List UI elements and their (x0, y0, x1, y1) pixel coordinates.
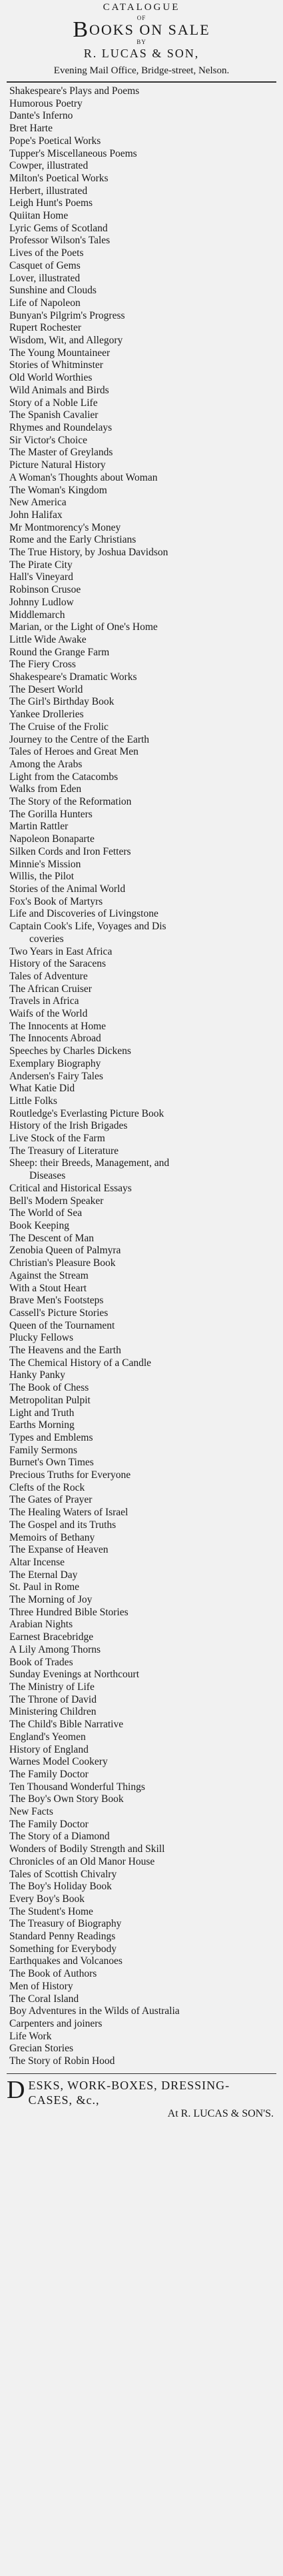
book-title: Men of History (9, 1980, 73, 1992)
book-title: Metropolitan Pulpit (9, 1394, 91, 1406)
book-title: Lyric Gems of Scotland (9, 222, 108, 234)
catalogue-title: CATALOGUE (103, 2, 180, 13)
book-title: Family Sermons (9, 1444, 78, 1456)
book-title: Tales of Adventure (9, 970, 88, 982)
book-title: Pope's Poetical Works (9, 135, 101, 147)
book-title: Life and Discoveries of Livingstone (9, 908, 158, 920)
book-title: Little Folks (9, 1095, 57, 1107)
book-title: The Descent of Man (9, 1232, 94, 1244)
of-label: OF (137, 15, 146, 21)
book-title: Bunyan's Pilgrim's Progress (9, 309, 125, 321)
book-title: Against the Stream (9, 1269, 89, 1281)
book-title: The Chemical History of a Candle (9, 1357, 152, 1369)
book-title: The World of Sea (9, 1207, 83, 1219)
book-title: Milton's Poetical Works (9, 172, 109, 184)
book-title: Round the Grange Farm (9, 646, 110, 658)
book-title: Wild Animals and Birds (9, 384, 109, 396)
book-title: Brave Men's Footsteps (9, 1295, 104, 1307)
book-title: Earnest Bracebridge (9, 1631, 94, 1643)
book-title: The Healing Waters of Israel (9, 1507, 129, 1519)
book-title: Little Wide Awake (9, 633, 87, 645)
book-title: The Girl's Birthday Book (9, 696, 115, 708)
book-title: New Facts (9, 1806, 53, 1818)
book-title: Book Keeping (9, 1219, 69, 1231)
book-title: Andersen's Fairy Tales (9, 1070, 103, 1082)
book-title: The African Cruiser (9, 983, 92, 995)
catalogue-header (0, 1, 283, 77)
book-title: The Desert World (9, 683, 83, 695)
book-title: The Treasury of Biography (9, 1918, 122, 1930)
book-title: History of the Saracens (9, 958, 107, 970)
book-title: Three Hundred Bible Stories (9, 1606, 129, 1618)
book-title: The Book of Chess (9, 1382, 89, 1394)
advert-initial: D (7, 2075, 26, 2104)
book-title: History of England (9, 1743, 89, 1755)
book-title: Picture Natural History (9, 459, 106, 471)
book-title: The Coral Island (9, 1993, 79, 2005)
book-title: Professor Wilson's Tales (9, 235, 111, 247)
book-title: Napoleon Bonaparte (9, 833, 95, 845)
book-title: The Innocents at Home (9, 1020, 107, 1032)
book-title: The Treasury of Literature (9, 1145, 119, 1157)
book-title: Waifs of the World (9, 1008, 88, 1020)
book-title: The Story of Robin Hood (9, 2055, 115, 2067)
book-title: Zenobia Queen of Palmyra (9, 1245, 121, 1257)
book-title: St. Paul in Rome (9, 1581, 80, 1593)
book-title: New America (9, 497, 67, 509)
book-title: The Gorilla Hunters (9, 808, 93, 820)
book-title: The Expanse of Heaven (9, 1544, 109, 1556)
advert-line-2: CASES, &c., (28, 2093, 100, 2107)
book-title: The Eternal Day (9, 1569, 78, 1581)
book-title: Willis, the Pilot (9, 871, 75, 883)
book-title: The Book of Authors (9, 1968, 97, 1980)
book-title: Earths Morning (9, 1419, 75, 1431)
book-title: John Halifax (9, 509, 63, 521)
book-title: Plucky Fellows (9, 1332, 74, 1344)
book-title: The Student's Home (9, 1905, 93, 1917)
book-title: Cassell's Picture Stories (9, 1307, 109, 1319)
book-title: Clefts of the Rock (9, 1481, 85, 1493)
book-title: Story of a Noble Life (9, 397, 98, 409)
book-title: Bret Harte (9, 123, 53, 135)
book-title: What Katie Did (9, 1083, 75, 1095)
book-title: Lives of the Poets (9, 247, 84, 259)
book-title: Carpenters and joiners (9, 2017, 103, 2029)
book-title: Altar Incense (9, 1556, 65, 1568)
book-title: The Child's Bible Narrative (9, 1719, 124, 1731)
book-title: Boy Adventures in the Wilds of Australia (9, 2005, 180, 2017)
book-title: Humorous Poetry (9, 97, 83, 109)
book-title: With a Stout Heart (9, 1282, 87, 1294)
book-title: Among the Arabs (9, 758, 83, 770)
book-title: Hanky Panky (9, 1369, 65, 1381)
book-title: The Young Mountaineer (9, 347, 111, 359)
book-title: Martin Rattler (9, 821, 69, 833)
book-title: Sunshine and Clouds (9, 285, 97, 297)
book-title: Travels in Africa (9, 995, 79, 1007)
book-title: Robinson Crusoe (9, 584, 81, 596)
book-title: Types and Emblems (9, 1431, 93, 1443)
book-title: Quiitan Home (9, 210, 69, 222)
book-title: The True History, by Joshua Davidson (9, 547, 168, 559)
books-initial: B (73, 17, 89, 42)
book-title: Sir Victor's Choice (9, 434, 87, 446)
book-title: The Family Doctor (9, 1768, 89, 1780)
book-title: Live Stock of the Farm (9, 1133, 105, 1145)
book-title: The Heavens and the Earth (9, 1345, 121, 1357)
book-title: The Throne of David (9, 1693, 97, 1705)
book-title: Light and Truth (9, 1407, 75, 1419)
book-title: Two Years in East Africa (9, 945, 113, 957)
book-title: Queen of the Tournament (9, 1319, 115, 1331)
book-title: Rhymes and Roundelays (9, 421, 113, 433)
book-title: Speeches by Charles Dickens (9, 1045, 131, 1057)
book-title: Life Work (9, 2030, 52, 2042)
book-title: Something for Everybody (9, 1943, 117, 1955)
book-list (0, 85, 283, 2068)
book-title: The Gates of Prayer (9, 1494, 93, 1506)
book-title: Precious Truths for Everyone (9, 1469, 131, 1481)
book-title: Memoirs of Bethany (9, 1531, 95, 1543)
advert-line-1-text: ESKS, WORK-BOXES, DRESSING- (28, 2078, 230, 2092)
book-title: Tales of Scottish Chivalry (9, 1868, 117, 1880)
advertisement (0, 2075, 283, 2121)
book-title: Shakespeare's Dramatic Works (9, 671, 137, 683)
book-title: Bell's Modern Speaker (9, 1195, 104, 1207)
book-title: Routledge's Everlasting Picture Book (9, 1107, 164, 1119)
book-title: Arabian Nights (9, 1619, 73, 1631)
book-title: The Story of a Diamond (9, 1831, 110, 1843)
book-title: Chronicles of an Old Manor House (9, 1855, 155, 1867)
book-title: Stories of the Animal World (9, 883, 126, 895)
book-title: Every Boy's Book (9, 1893, 85, 1905)
book-title: Rome and the Early Christians (9, 534, 137, 546)
book-title: The Innocents Abroad (9, 1033, 101, 1045)
book-title: Critical and Historical Essays (9, 1182, 132, 1194)
book-title: Minnie's Mission (9, 858, 81, 870)
book-title: Earthquakes and Volcanoes (9, 1955, 123, 1967)
book-title: The Gospel and its Truths (9, 1519, 117, 1531)
book-title: Exemplary Biography (9, 1057, 101, 1069)
book-title: The Story of the Reformation (9, 796, 132, 808)
book-title: The Family Doctor (9, 1818, 89, 1830)
book-title: Standard Penny Readings (9, 1931, 116, 1943)
book-title: Cowper, illustrated (9, 160, 89, 172)
book-title: Yankee Drolleries (9, 709, 84, 721)
book-title: A Lily Among Thorns (9, 1643, 101, 1655)
book-title: Old World Worthies (9, 372, 93, 384)
office-address: Evening Mail Office, Bridge-street, Nelson. (53, 65, 230, 76)
book-title: Journey to the Centre of the Earth (9, 733, 150, 745)
book-title: The Fiery Cross (9, 659, 76, 671)
books-rest: OOKS ON SALE (89, 21, 210, 38)
book-title: Casquet of Gems (9, 259, 81, 271)
book-title: The Boy's Holiday Book (9, 1881, 112, 1893)
book-title-continuation: Diseases (29, 1170, 66, 1182)
book-title: Grecian Stories (9, 2043, 73, 2055)
book-title: Ten Thousand Wonderful Things (9, 1781, 145, 1793)
book-title: Sunday Evenings at Northcourt (9, 1669, 140, 1681)
book-title: Hall's Vineyard (9, 571, 73, 583)
book-title: Marian, or the Light of One's Home (9, 621, 158, 633)
book-title: Herbert, illustrated (9, 185, 88, 197)
book-title: Ministering Children (9, 1706, 97, 1718)
book-title: Sheep: their Breeds, Management, and (9, 1157, 170, 1169)
book-title: Mr Montmorency's Money (9, 521, 121, 533)
book-title: Fox's Book of Martyrs (9, 895, 103, 907)
book-title: Wisdom, Wit, and Allegory (9, 335, 123, 347)
book-title: The Pirate City (9, 559, 73, 571)
book-title: The Cruise of the Frolic (9, 721, 109, 733)
book-title: The Spanish Cavalier (9, 409, 99, 421)
book-title: Book of Trades (9, 1656, 73, 1668)
book-title: Silken Cords and Iron Fetters (9, 845, 131, 857)
header-rule (7, 81, 276, 83)
book-title: Middlemarch (9, 609, 65, 621)
book-title: Johnny Ludlow (9, 596, 74, 608)
book-title: Dante's Inferno (9, 110, 73, 122)
footer-rule (7, 2073, 276, 2074)
book-title: Christian's Pleasure Book (9, 1257, 116, 1269)
book-title: A Woman's Thoughts about Woman (9, 471, 158, 483)
book-title: History of the Irish Brigades (9, 1120, 128, 1132)
advert-line-3: At R. LUCAS & SON'S. (167, 2107, 274, 2119)
book-title: Stories of Whitminster (9, 359, 103, 371)
book-title: Shakespeare's Plays and Poems (9, 85, 140, 97)
book-title: Life of Napoleon (9, 297, 81, 309)
book-title: The Boy's Own Story Book (9, 1793, 124, 1805)
book-title: Captain Cook's Life, Voyages and Dis (9, 921, 166, 933)
book-title: Light from the Catacombs (9, 771, 119, 783)
book-title: The Woman's Kingdom (9, 484, 107, 496)
book-title: England's Yeomen (9, 1731, 86, 1743)
book-title: The Ministry of Life (9, 1681, 95, 1693)
book-title: Tales of Heroes and Great Men (9, 746, 139, 758)
book-title: Walks from Eden (9, 783, 82, 795)
book-title: Warnes Model Cookery (9, 1756, 108, 1768)
book-title: Rupert Rochester (9, 322, 82, 334)
book-title: Lover, illustrated (9, 272, 81, 284)
firm-name: R. LUCAS & SON, (83, 47, 200, 60)
book-title-continuation: coveries (29, 933, 64, 945)
by-label: BY (137, 39, 146, 45)
book-title: The Morning of Joy (9, 1594, 93, 1606)
book-title: The Master of Greylands (9, 447, 113, 459)
book-title: Tupper's Miscellaneous Poems (9, 147, 137, 159)
book-title: Wonders of Bodily Strength and Skill (9, 1843, 165, 1855)
book-title: Leigh Hunt's Poems (9, 197, 93, 209)
book-title: Burnet's Own Times (9, 1457, 94, 1469)
